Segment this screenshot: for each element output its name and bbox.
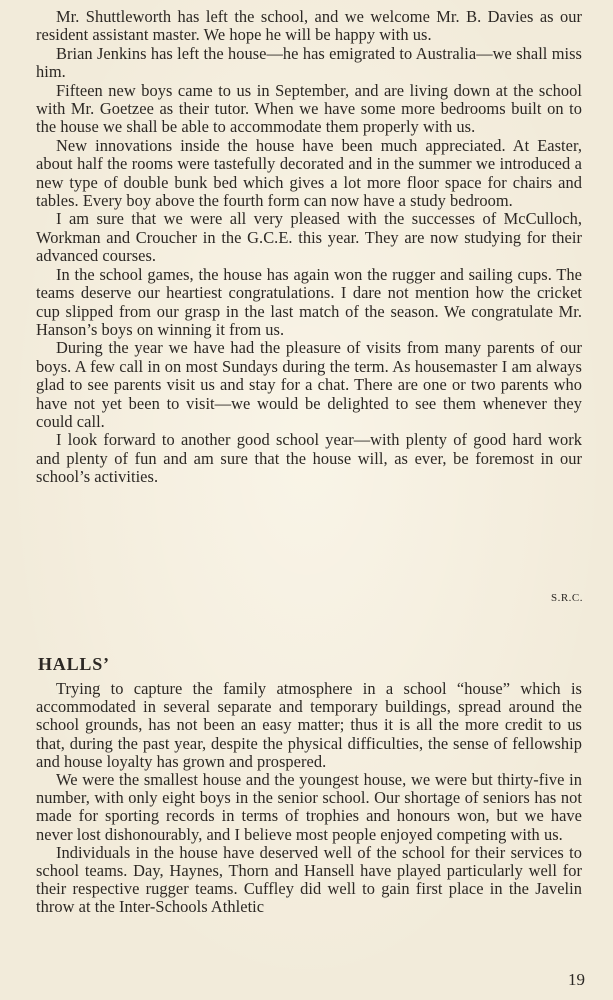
paragraph: I look forward to another good school year—with plenty of good hard work and plenty of fun and am sure that the house will, as ever, be foremost in our school’s activities. <box>36 430 582 487</box>
section-heading-halls: HALLS’ <box>38 654 110 674</box>
signature-initials: S.R.C. <box>550 592 583 604</box>
paragraph: Mr. Shuttleworth has left the school, and we welcome Mr. B. Davies as our resident assistant master. We hope he will be happy with us. <box>36 7 582 45</box>
paragraph: Brian Jenkins has left the house—he has emigrated to Australia—we shall miss him. <box>36 43 582 82</box>
paragraph: Trying to capture the family atmosphere in a school “house” which is accommodated in several separate and temporary buildings, spread around the school grounds, has not been an easy matter; thus it is all the more credit to us that, during the past year, despite the physical difficulties, the sense of fellowship and house loyalty has grown and prospered. <box>36 679 582 771</box>
house-report-section <box>36 8 582 487</box>
paragraph: Individuals in the house have deserved well of the school for their services to school teams. Day, Haynes, Thorn and Hansell have played particularly well for their respective rugger teams. Cuffley did well to gain first place in the Javelin throw at the Inter-Schools Athletic <box>36 842 582 917</box>
halls-report-section <box>36 680 582 917</box>
paragraph: New innovations inside the house have been much appreciated. At Easter, about half the rooms were tastefully decorated and in the summer we introduced a new type of double bunk bed which gives a lot more floor space for chairs and tables. Every boy above the fourth form can now have a study bedroom. <box>36 135 582 211</box>
paragraph: In the school games, the house has again won the rugger and sailing cups. The teams deserve our heartiest congratulations. I dare not mention how the cricket cup slipped from our grasp in the last match of the season. We congratulate Mr. Hanson’s boys on winning it from us. <box>36 264 582 339</box>
paragraph: We were the smallest house and the youngest house, we were but thirty-five in number, with only eight boys in the senior school. Our shortage of seniors has not made for sporting records in terms of trophies and honours won, but we have never lost dishonourably, and I believe most people enjoyed competing with us. <box>36 770 582 844</box>
page-number: 19 <box>568 970 585 989</box>
paragraph: During the year we have had the pleasure of visits from many parents of our boys. A few call in on most Sundays during the term. As housemaster I am always glad to see parents visit us and stay for a chat. There are one or two parents who have not yet been to visit—we would be delighted to see them whenever they could call. <box>36 338 582 431</box>
paragraph: I am sure that we were all very pleased with the successes of McCulloch, Workman and Croucher in the G.C.E. this year. They are now studying for their advanced courses. <box>36 209 582 266</box>
paragraph: Fifteen new boys came to us in September, and are living down at the school with Mr. Goetzee as their tutor. When we have some more bedrooms built on to the house we shall be able to accommodate them properly with us. <box>36 80 582 137</box>
